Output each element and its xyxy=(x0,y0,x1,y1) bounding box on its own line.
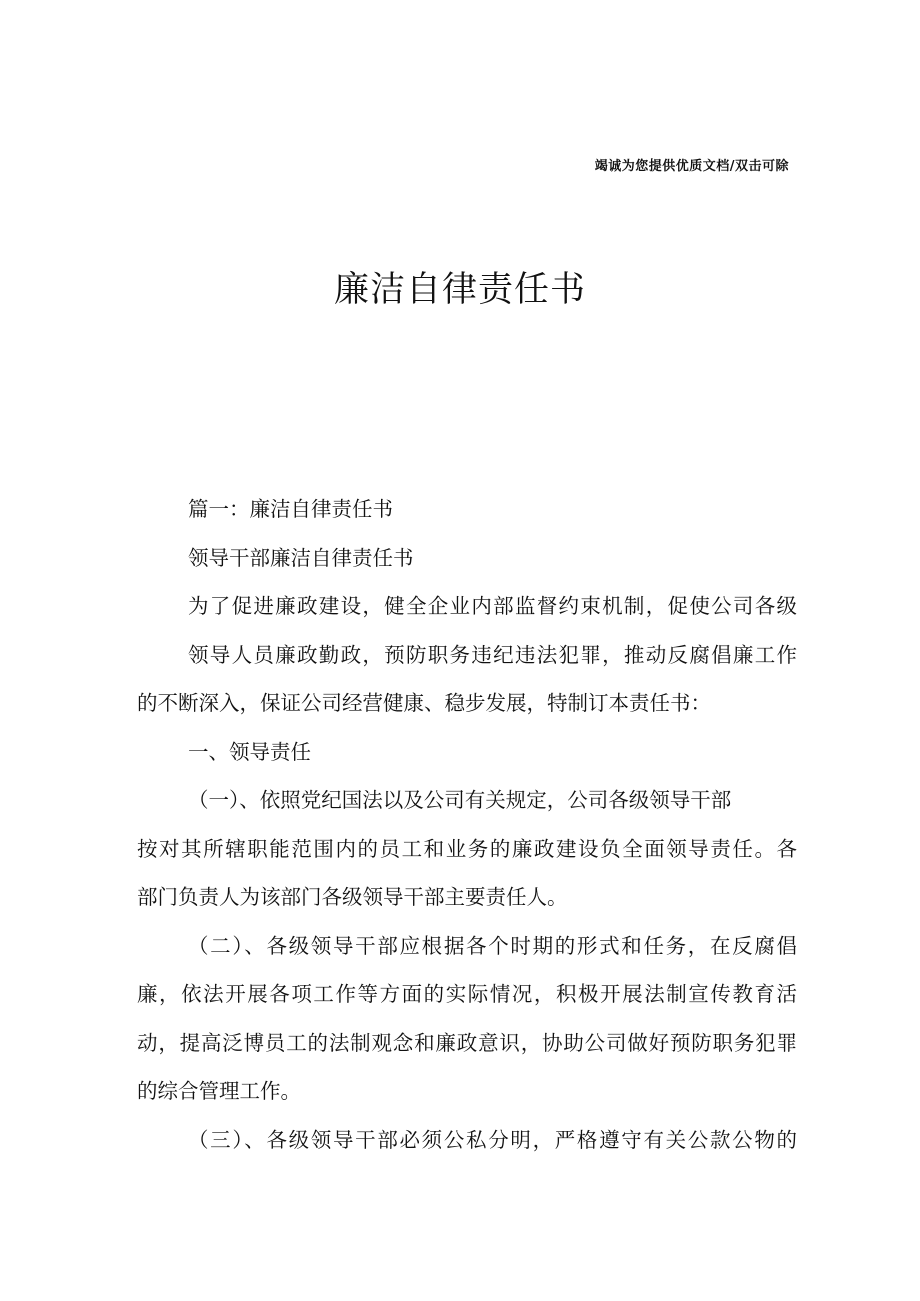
paragraph-line: 动，提高泛博员工的法制观念和廉政意识，协助公司做好预防职务犯罪 xyxy=(137,1030,797,1055)
paragraph-line: （三）、各级领导干部必须公私分明，严格遵守有关公款公物的 xyxy=(188,1127,797,1152)
paragraph-line: 廉，依法开展各项工作等方面的实际情况，积极开展法制宣传教育活 xyxy=(137,982,797,1006)
header-note: 竭诚为您提供优质文档/双击可除 xyxy=(594,159,789,174)
subtitle-line: 领导干部廉洁自律责任书 xyxy=(188,545,414,570)
paragraph-line: 按对其所辖职能范围内的员工和业务的廉政建设负全面领导责任。各 xyxy=(137,836,797,861)
paragraph-line: （一）、依照党纪国法以及公司有关规定，公司各级领导干部 xyxy=(188,788,732,812)
paragraph-line: 的不断深入，保证公司经营健康、稳步发展，特制订本责任书： xyxy=(137,691,711,715)
document-body xyxy=(137,485,797,1164)
paragraph-line: 为了促进廉政建设，健全企业内部监督约束机制，促使公司各级 xyxy=(188,594,797,618)
paragraph-line: 领导人员廉政勤政，预防职务违纪违法犯罪，推动反腐倡廉工作 xyxy=(188,642,797,667)
section-heading: 篇一：廉洁自律责任书 xyxy=(188,497,393,521)
paragraph-line: （二）、各级领导干部应根据各个时期的形式和任务，在反腐倡 xyxy=(188,933,797,958)
document-title: 廉洁自律责任书 xyxy=(333,270,586,310)
paragraph-line: 部门负责人为该部门各级领导干部主要责任人。 xyxy=(137,885,568,909)
section-heading: 一、领导责任 xyxy=(188,739,311,764)
paragraph-line: 的综合管理工作。 xyxy=(137,1079,301,1103)
